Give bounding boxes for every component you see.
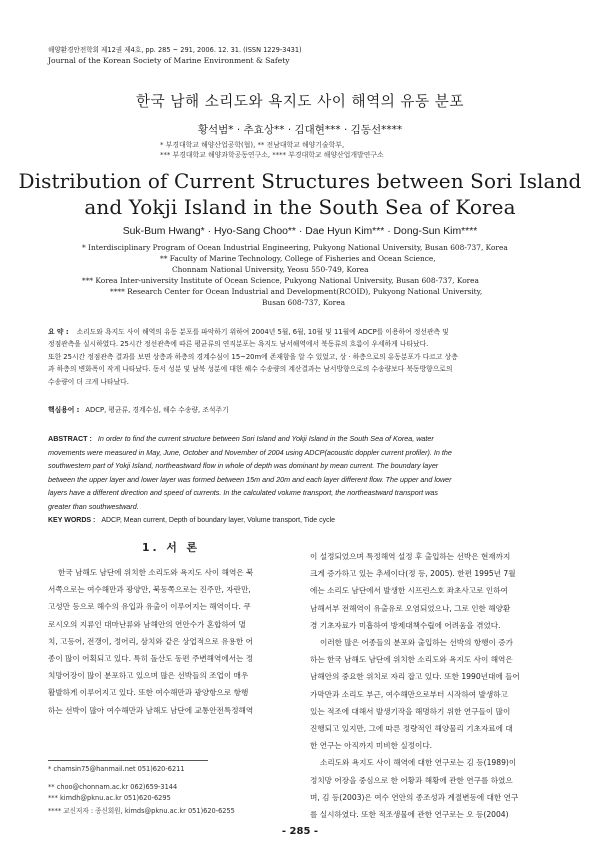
english-affiliation-4: **** Research Center for Ocean Industrial and Development(RCOID), Pukyong National University, — [110, 287, 483, 296]
english-affiliation-3: *** Korea Inter-university Institute of Ocean Science, Pukyong National University, Busan 608-737, Korea — [82, 276, 479, 285]
body-line: 고성만 등으로 해수의 유입과 유출이 이루어지는 해역이다. 쿠 — [48, 602, 251, 612]
korean-affiliation-1: * 부경대학교 해양산업공학(협), ** 전남대학교 해양기술학부, — [160, 141, 345, 149]
korean-keywords — [48, 404, 558, 414]
footnote-3: *** kimdh@pknu.ac.kr 051)620-6295 — [48, 794, 171, 802]
body-line: 한국 남해도 남단에 위치한 소리도와 욕지도 사이 해역은 북 — [58, 568, 254, 577]
body-line: 남해서부 전해역이 유출유로 오염되었으나, 그로 인한 해양환 — [310, 603, 511, 613]
korean-abstract-line: 수송량이 더 크게 나타났다. — [48, 377, 129, 386]
body-line: 활발하게 이루어지고 있다. 또한 여수해만과 광양항으로 항행 — [48, 688, 249, 698]
korean-keywords-text: ADCP, 평균류, 경계수심, 해수 수송량, 조석주기 — [85, 406, 229, 414]
body-column-left — [48, 540, 294, 719]
korean-title: 한국 남해 소리도와 욕지도 사이 해역의 유동 분포 — [136, 93, 464, 110]
korean-affiliation-2: *** 부경대학교 해양과학공동연구소, **** 부경대학교 해양산업개발연구소 — [160, 151, 384, 159]
korean-abstract — [48, 326, 558, 388]
english-keywords-text: ADCP, Mean current, Depth of boundary layer, Volume transport, Tide cycle — [101, 517, 336, 524]
body-line: 하는 한국 남해도 남단에 위치한 소리도와 욕지도 사이 해역은 — [310, 655, 513, 665]
korean-abstract-line: 또한 25시간 정점관측 결과를 보면 상층과 하층의 경계수심이 15~20m에 존재함을 알 수 있었고, 상 · 하층으로의 유동분포가 다르고 상층 — [48, 352, 458, 361]
korean-abstract-line: 소리도와 욕지도 사이 해역의 유동 분포를 파악하기 위하여 2004년 5월, 6월, 10월 및 11월에 ADCP를 이용하여 정선관측 및 — [76, 328, 449, 336]
english-abstract-line: layers have a different direction and speed of currents. In the calculated volume transport, the northeastward transport was — [48, 488, 438, 498]
footnote-divider — [48, 760, 208, 761]
body-line: 로시오의 지류인 대마난류와 남해안의 연안수가 혼합하여 멸 — [48, 619, 246, 629]
body-line: 서쪽으로는 여수해만과 광양만, 북동쪽으로는 진주만, 자란만, — [48, 585, 251, 595]
footnote-2: ** choo@chonnam.ac.kr 062)659-3144 — [48, 783, 178, 791]
english-abstract-line: greater than southwestward. — [48, 501, 139, 511]
english-affiliation-1: * Interdisciplinary Program of Ocean Industrial Engineering, Pukyong National University, Busan 608-737, Korea — [82, 243, 508, 252]
korean-abstract-label: 요 약 : — [48, 328, 69, 336]
body-line: 있는 적조에 대해서 발생기작을 해명하기 위한 연구들이 많이 — [310, 706, 511, 716]
footnote-1: * chamsin75@hanmail.net 051)620-6211 — [48, 765, 185, 773]
english-authors: Suk-Bum Hwang* · Hyo-Sang Choo** · Dae Hyun Kim*** · Dong-Sun Kim**** — [122, 226, 478, 237]
body-line: 종이 많이 어획되고 있다. 특히 돌산도 동편 주변해역에서는 정 — [48, 654, 254, 664]
body-line: 치망어장이 많이 분포하고 있으며 많은 선박들의 조업이 매우 — [48, 671, 249, 681]
body-line: 며, 김 등(2003)은 여수 연안의 종조성과 계절변동에 대한 연구 — [310, 792, 519, 802]
korean-authors: 황석범* · 추효상** · 김대현*** · 김동선**** — [197, 124, 403, 136]
body-line: 소리도와 욕지도 사이 해역에 대한 연구로는 김 등(1989)이 — [320, 758, 517, 768]
journal-name: Journal of the Korean Society of Marine Environment & Safety — [48, 56, 290, 65]
body-line: 이 설정되었으며 특정해역 설정 후 출입하는 선박은 현재까지 — [310, 552, 511, 561]
body-line: 크게 증가하고 있는 추세이다(정 등, 2005). 한편 1995년 7월 — [310, 569, 516, 579]
english-abstract-line: southwestern part of Yokji Island, northeastward flow in whole of depth was dominant by mean current. The boundary layer — [48, 461, 439, 471]
body-line: 진행되고 있지만, 그에 따른 정량적인 해양물리 기초자료에 대 — [310, 724, 513, 734]
english-title-line-1: Distribution of Current Structures between Sori Island — [18, 169, 582, 193]
body-line: 남해안의 중요한 위치로 자리 잡고 있다. 또한 1990년대에 들어 — [310, 672, 520, 682]
body-line: 가막만과 소리도 부근, 여수해만으로부터 시작하여 발생하고 — [310, 689, 508, 699]
body-column-right — [310, 548, 560, 823]
english-affiliation-4-cont: Busan 608-737, Korea — [262, 298, 345, 307]
footnote-4: **** 교신저자 : 종신회원, kimds@pknu.ac.kr 051)620-6255 — [48, 807, 235, 815]
english-affiliation-2-cont: Chonnam National University, Yeosu 550-749, Korea — [172, 265, 369, 274]
page-number: - 285 - — [281, 826, 319, 837]
body-line: 정치망 어장을 중심으로 한 어황과 해황에 관한 연구를 하였으 — [310, 775, 513, 785]
english-keywords — [48, 517, 558, 524]
body-line: 치, 고등어, 전갱이, 정어리, 삼치와 같은 상업적으로 유용한 어 — [48, 636, 254, 646]
english-abstract-line: movements were measured in May, June, October and November of 2004 using ADCP(acoustic doppler current profiler). In the — [48, 447, 452, 457]
korean-abstract-line: 과 하층의 변화폭이 작게 나타났다. 동서 성분 및 남북 성분에 대한 해수 수송량의 계산결과는 남서방향으로의 수송량보다 북동방향으로의 — [48, 365, 453, 374]
body-line: 에는 소리도 남단에서 발생한 시프린스호 좌초사고로 인하여 — [310, 586, 508, 596]
korean-keywords-label: 핵심용어 : — [48, 406, 80, 414]
body-line: 이러한 많은 어종들의 분포와 출입하는 선박의 항행이 증가 — [320, 638, 513, 648]
korean-abstract-line: 정점관측을 실시하였다. 25시간 정선관측에 따른 평균류의 연직분포는 욕지도 남서해역에서 북동류의 흐름이 우세하게 나타났다. — [48, 340, 429, 349]
body-line: 경 기초자료가 미흡하여 방제대책수립에 어려움을 겪었다. — [310, 620, 501, 630]
english-abstract — [48, 432, 560, 514]
english-abstract-label: ABSTRACT : — [48, 434, 92, 443]
body-line: 를 실시하였다. 또한 적조생물에 관한 연구로는 오 등(2004) — [310, 810, 509, 820]
english-affiliation-2: ** Faculty of Marine Technology, College of Fisheries and Ocean Science, — [160, 254, 436, 263]
english-keywords-label: KEY WORDS : — [48, 517, 96, 524]
journal-citation: 해양환경안전학회 제12권 제4호, pp. 285 ~ 291, 2006. 12. 31. (ISSN 1229-3431) — [48, 46, 302, 54]
english-title-line-2: and Yokji Island in the South Sea of Korea — [84, 195, 516, 219]
english-abstract-line: In order to find the current structure between Sori Island and Yokji Island in the South Sea of Korea, water — [97, 434, 434, 443]
body-line: 한 연구는 아직까지 미비한 실정이다. — [310, 741, 433, 751]
english-abstract-line: between the upper layer and lower layer was formed between 15m and 20m and each layer different flow. The upper and lower — [48, 474, 452, 484]
body-line: 하는 선박이 많아 여수해만과 남해도 남단에 교통안전특정해역 — [48, 705, 254, 715]
section-heading: 1. 서 론 — [142, 541, 200, 554]
